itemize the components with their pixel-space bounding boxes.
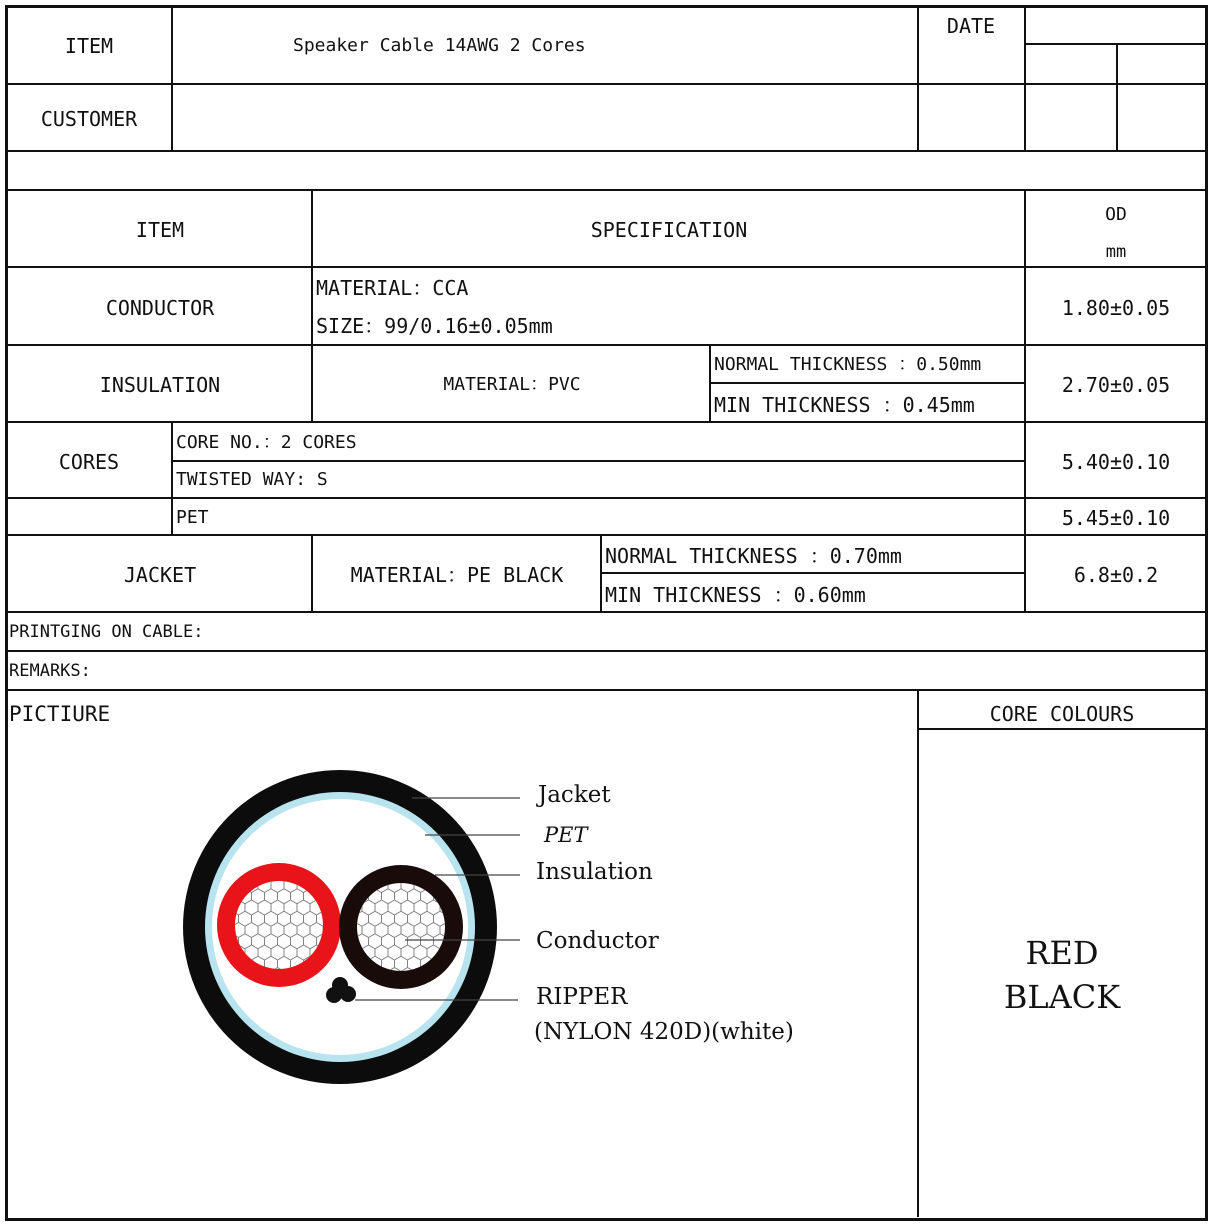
spec-item-header: ITEM bbox=[135, 218, 185, 242]
callout-pet: PET bbox=[544, 823, 588, 847]
conductor-label: CONDUCTOR bbox=[105, 296, 215, 320]
jacket-normal-thickness: NORMAL THICKNESS ：0.70mm bbox=[605, 544, 902, 568]
row-line bbox=[917, 728, 1207, 730]
conductor-material: MATERIAL：CCA bbox=[316, 276, 469, 300]
cores-number: CORE NO.：2 CORES bbox=[176, 432, 357, 453]
col-line bbox=[1024, 189, 1026, 612]
jacket-min-thickness: MIN THICKNESS ：0.60mm bbox=[605, 583, 866, 607]
printing-label: PRINTGING ON CABLE: bbox=[9, 622, 204, 642]
insulation-od: 2.70±0.05 bbox=[1061, 373, 1171, 397]
jacket-material: MATERIAL：PE BLACK bbox=[350, 563, 564, 587]
col-line bbox=[709, 344, 711, 422]
core-colours-label: CORE COLOURS bbox=[989, 702, 1135, 726]
od-unit: mm bbox=[1105, 242, 1127, 262]
col-line bbox=[600, 534, 602, 612]
insulation-normal-thickness: NORMAL THICKNESS ：0.50mm bbox=[714, 354, 982, 375]
row-line bbox=[5, 344, 1207, 346]
remarks-label: REMARKS: bbox=[9, 661, 91, 681]
picture-label: PICTIURE bbox=[9, 702, 111, 726]
insulation-material: MATERIAL：PVC bbox=[443, 374, 581, 395]
row-line bbox=[710, 382, 1025, 384]
callout-ripper: RIPPER bbox=[536, 984, 628, 1010]
core-colour-red: RED bbox=[1025, 934, 1099, 972]
cable-cross-section bbox=[180, 765, 520, 1095]
col-line bbox=[917, 5, 919, 151]
col-line bbox=[1116, 43, 1118, 151]
cores-od: 5.40±0.10 bbox=[1061, 450, 1171, 474]
row-line bbox=[5, 611, 1207, 613]
cores-label: CORES bbox=[58, 450, 120, 474]
conductor-od: 1.80±0.05 bbox=[1061, 296, 1171, 320]
insulation-label: INSULATION bbox=[99, 373, 221, 397]
od-header: OD bbox=[1105, 204, 1127, 225]
cores-twisted-way: TWISTED WAY: S bbox=[176, 469, 328, 490]
specification-header: SPECIFICATION bbox=[590, 218, 748, 242]
col-line bbox=[917, 689, 919, 1217]
row-line bbox=[5, 83, 1207, 85]
callout-conductor: Conductor bbox=[536, 928, 659, 954]
col-line bbox=[171, 5, 173, 151]
pet-label: PET bbox=[176, 507, 209, 528]
jacket-label: JACKET bbox=[123, 563, 197, 587]
pet-od: 5.45±0.10 bbox=[1061, 506, 1171, 530]
callout-insulation: Insulation bbox=[536, 859, 653, 885]
row-line bbox=[5, 421, 1207, 423]
col-line bbox=[171, 421, 173, 535]
row-line bbox=[600, 572, 1025, 574]
row-line bbox=[5, 266, 1207, 268]
row-line bbox=[5, 650, 1207, 652]
customer-label: CUSTOMER bbox=[40, 107, 138, 131]
callout-jacket: Jacket bbox=[538, 782, 611, 808]
date-label: DATE bbox=[946, 14, 996, 38]
insulation-min-thickness: MIN THICKNESS ：0.45mm bbox=[714, 393, 975, 417]
col-line bbox=[311, 189, 313, 422]
col-line bbox=[1024, 5, 1026, 151]
row-line bbox=[5, 189, 1207, 191]
callout-ripper-detail: (NYLON 420D)(white) bbox=[534, 1019, 794, 1045]
row-line bbox=[5, 689, 1207, 691]
row-line bbox=[5, 150, 1207, 152]
row-line bbox=[172, 460, 1025, 462]
conductor-size: SIZE：99/0.16±0.05mm bbox=[316, 314, 553, 338]
item-label: ITEM bbox=[64, 34, 114, 58]
item-value: Speaker Cable 14AWG 2 Cores bbox=[293, 35, 586, 56]
row-line bbox=[5, 497, 1207, 499]
core-colour-black: BLACK bbox=[1003, 978, 1121, 1016]
row-line bbox=[5, 534, 1207, 536]
jacket-od: 6.8±0.2 bbox=[1073, 563, 1159, 587]
col-line bbox=[311, 534, 313, 612]
